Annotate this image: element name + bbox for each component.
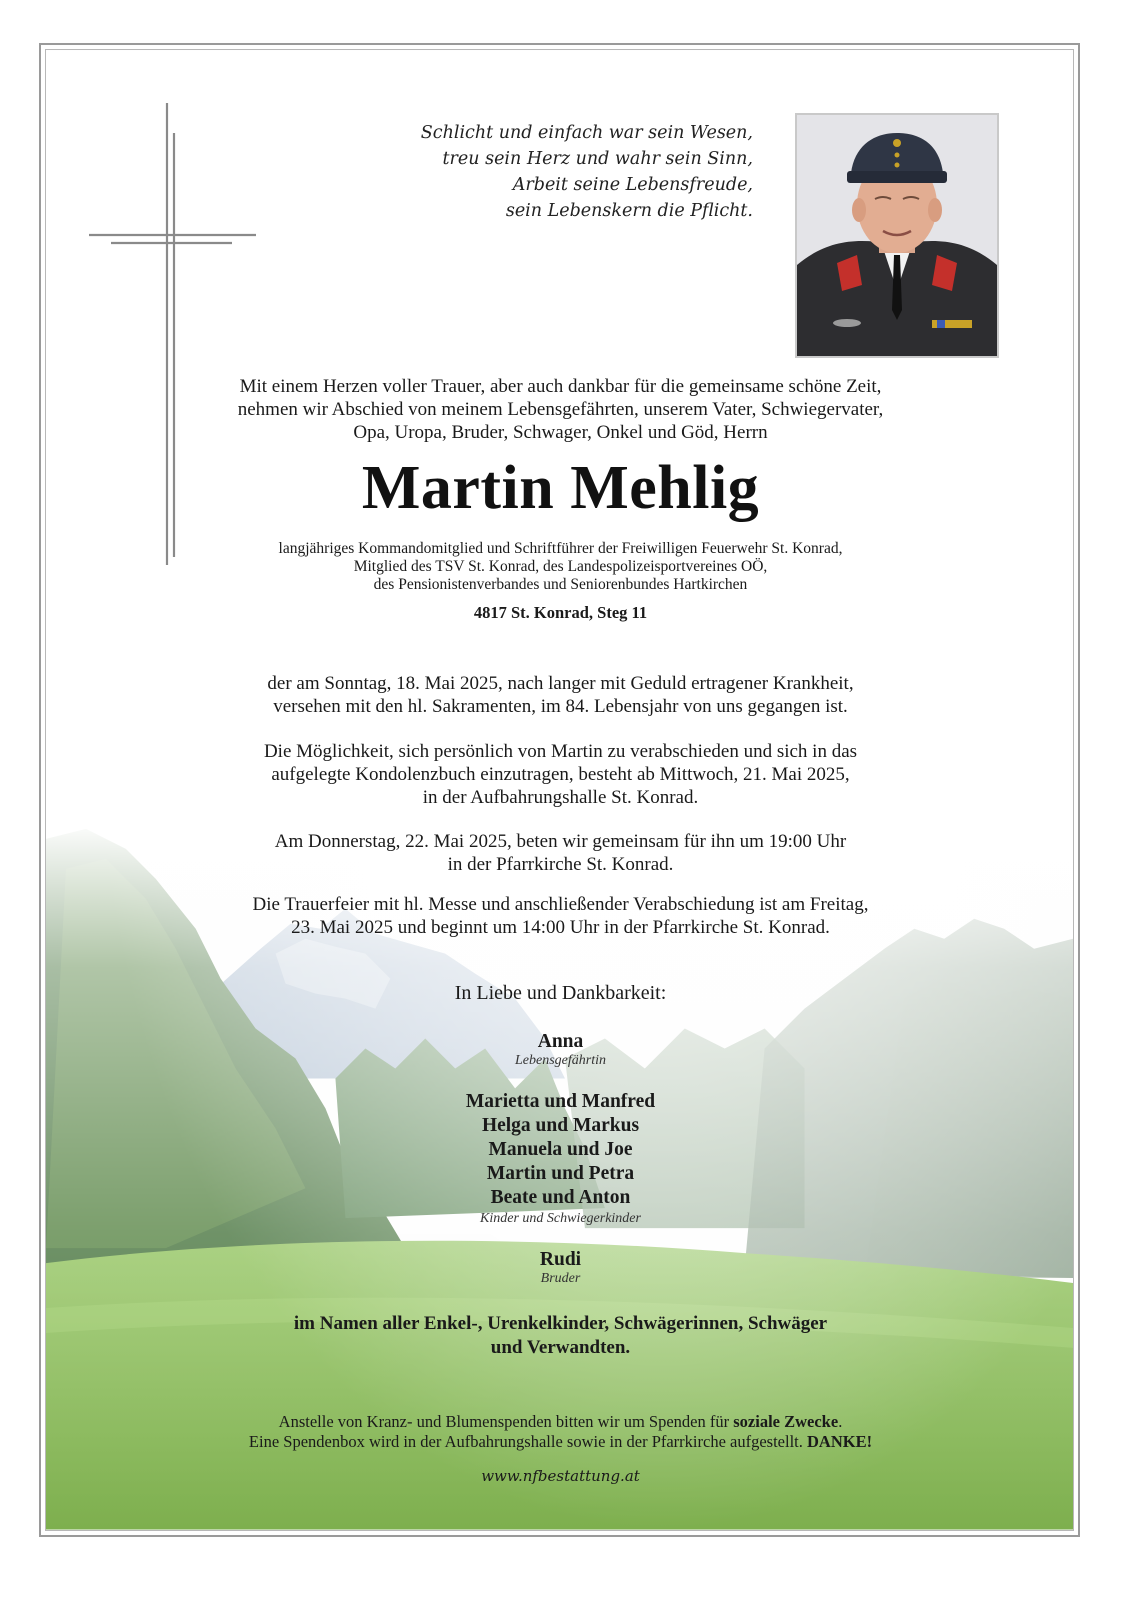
mourner-partner-role: Lebensgefährtin bbox=[515, 1053, 606, 1068]
mourner-children-names bbox=[46, 1090, 1074, 1210]
mourner-sibling-name: Rudi bbox=[539, 1249, 582, 1270]
mourner-name: Martin und Petra bbox=[486, 1163, 635, 1184]
paragraph-line: aufgelegte Kondolenzbuch einzutragen, besteht ab Mittwoch, 21. Mai 2025, bbox=[271, 764, 850, 785]
mourner-children-role: Kinder und Schwiegerkinder bbox=[480, 1211, 641, 1226]
closing-text bbox=[46, 1312, 1074, 1360]
mourner-sibling-role: Bruder bbox=[540, 1271, 581, 1286]
paragraph-line: 23. Mai 2025 und beginnt um 14:00 Uhr in der Pfarrkirche St. Konrad. bbox=[291, 917, 830, 938]
paragraph-line: Die Trauerfeier mit hl. Messe und anschließender Verabschiedung ist am Freitag, bbox=[252, 894, 869, 915]
memorial-poem bbox=[421, 120, 753, 224]
deceased-name: Martin Mehlig bbox=[361, 454, 760, 522]
deceased-address: 4817 St. Konrad, Steg 11 bbox=[473, 603, 648, 622]
prayer-paragraph bbox=[46, 830, 1074, 876]
death-notice-paragraph bbox=[46, 672, 1074, 718]
donation-text: Eine Spendenbox wird in der Aufbahrungshalle sowie in der Pfarrkirche aufgestellt. bbox=[248, 1432, 807, 1451]
paragraph-line: Am Donnerstag, 22. Mai 2025, beten wir gemeinsam für ihn um 19:00 Uhr bbox=[274, 831, 847, 852]
funeral-paragraph bbox=[46, 893, 1074, 939]
donation-note bbox=[46, 1412, 1074, 1452]
mourner-name: Marietta und Manfred bbox=[465, 1091, 656, 1112]
intro-text bbox=[46, 375, 1074, 444]
donation-text: . bbox=[838, 1412, 843, 1431]
viewing-paragraph bbox=[46, 740, 1074, 809]
poem-line: treu sein Herz und wahr sein Sinn, bbox=[442, 149, 753, 169]
intro-line: nehmen wir Abschied von meinem Lebensgefährten, unserem Vater, Schwiegervater, bbox=[237, 399, 884, 420]
website-link[interactable]: www.nfbestattung.at bbox=[481, 1467, 640, 1485]
intro-line: Mit einem Herzen voller Trauer, aber auch dankbar für die gemeinsame schöne Zeit, bbox=[239, 376, 882, 397]
closing-line: und Verwandten. bbox=[490, 1337, 631, 1358]
donation-emphasis: soziale Zwecke bbox=[733, 1412, 839, 1431]
paragraph-line: der am Sonntag, 18. Mai 2025, nach langer mit Geduld ertragener Krankheit, bbox=[267, 673, 854, 694]
poem-line: Arbeit seine Lebensfreude, bbox=[512, 175, 753, 195]
page-border-inner bbox=[45, 49, 1074, 1531]
mourner-name: Beate und Anton bbox=[490, 1187, 631, 1208]
paragraph-line: in der Aufbahrungshalle St. Konrad. bbox=[422, 787, 699, 808]
mourner-name: Helga und Markus bbox=[481, 1115, 640, 1136]
poem-line: Schlicht und einfach war sein Wesen, bbox=[420, 123, 753, 143]
title-line: langjähriges Kommandomitglied und Schriftführer der Freiwilligen Feuerwehr St. Konrad, bbox=[278, 540, 843, 557]
title-line: des Pensionistenverbandes und Seniorenbundes Hartkirchen bbox=[373, 576, 748, 593]
paragraph-line: versehen mit den hl. Sakramenten, im 84. Lebensjahr von uns gegangen ist. bbox=[273, 696, 848, 717]
deceased-titles bbox=[46, 540, 1074, 594]
poem-line: sein Lebenskern die Pflicht. bbox=[505, 201, 753, 221]
greeting-text: In Liebe und Dankbarkeit: bbox=[454, 982, 667, 1004]
title-line: Mitglied des TSV St. Konrad, des Landespolizeisportvereines OÖ, bbox=[353, 558, 768, 575]
closing-line: im Namen aller Enkel-, Urenkelkinder, Schwägerinnen, Schwäger bbox=[293, 1313, 828, 1334]
mourner-partner-name: Anna bbox=[537, 1031, 584, 1052]
paragraph-line: Die Möglichkeit, sich persönlich von Martin zu verabschieden und sich in das bbox=[263, 741, 858, 762]
mourner-name: Manuela und Joe bbox=[488, 1139, 633, 1160]
paragraph-line: in der Pfarrkirche St. Konrad. bbox=[447, 854, 674, 875]
intro-line: Opa, Uropa, Bruder, Schwager, Onkel und Göd, Herrn bbox=[353, 422, 768, 443]
donation-text: Anstelle von Kranz- und Blumenspenden bitten wir um Spenden für bbox=[278, 1412, 734, 1431]
portrait-photo bbox=[795, 113, 999, 358]
donation-line bbox=[46, 1412, 1074, 1432]
donation-thanks: DANKE! bbox=[807, 1432, 873, 1451]
donation-line bbox=[46, 1432, 1074, 1452]
